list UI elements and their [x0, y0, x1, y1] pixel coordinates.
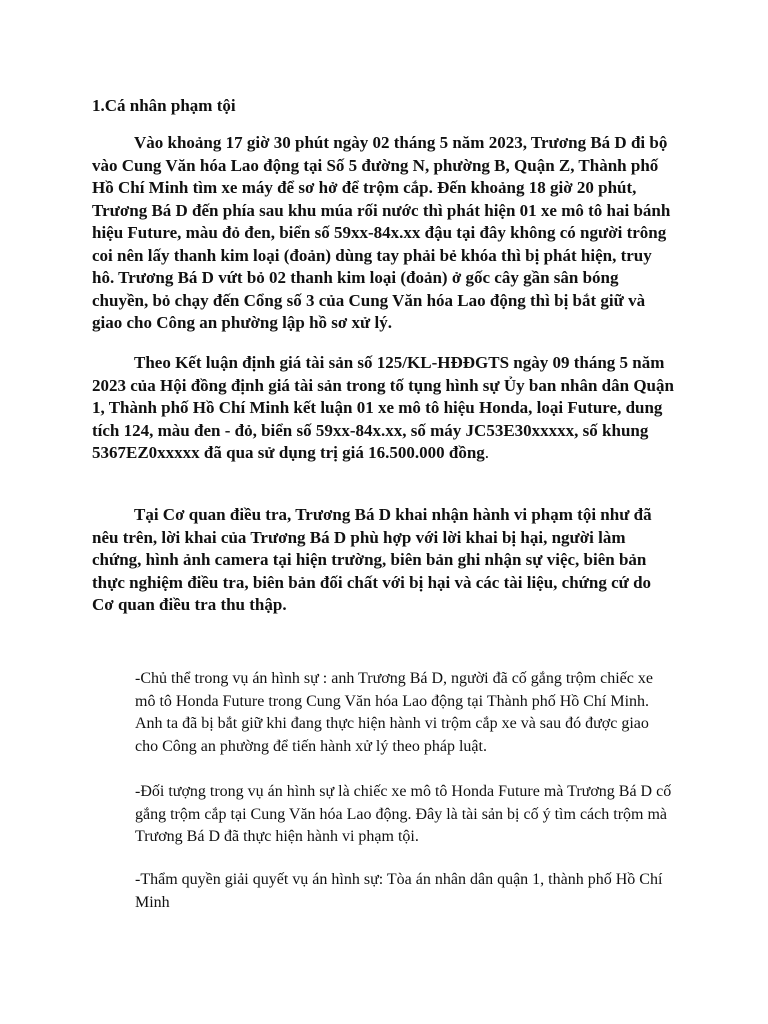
valuation-text: Theo Kết luận định giá tài sản số 125/KL-HĐĐGTS ngày 09 tháng 5 năm 2023 của Hội đồng định giá tài sản trong tố tụng hình sự Ủy ban nhân dân Quận 1, Thành phố Hồ Chí Minh kết luận 01 xe mô tô hiệu Honda, loại Future, dung tích 124, màu đen - đỏ, biển số 59xx-84x.xx, số máy JC53E30xxxxx, số khung 5367EZ0xxxxx đã qua sử dụng trị giá 16.500.000 đồng — [92, 353, 674, 462]
object-text: -Đối tượng trong vụ án hình sự là chiếc xe mô tô Honda Future mà Trương Bá D cố gắng trộm cắp tại Cung Văn hóa Lao động. Đây là tài sản bị cố ý tìm cách trộm mà Trương Bá D đã thực hiện hành vi phạm tội. — [135, 783, 672, 845]
subject-text: -Chủ thể trong vụ án hình sự : anh Trương Bá D, người đã cố gắng trộm chiếc xe mô tô Honda Future trong Cung Văn hóa Lao động tại Thành phố Hồ Chí Minh. Anh ta đã bị bắt giữ khi đang thực hiện hành vi trộm cắp xe và sau đó được giao cho Công an phường để tiến hành xử lý theo pháp luật. — [135, 670, 653, 755]
incident-text: Vào khoảng 17 giờ 30 phút ngày 02 tháng 5 năm 2023, Trương Bá D đi bộ vào Cung Văn hóa Lao động tại Số 5 đường N, phường B, Quận Z, Thành phố Hồ Chí Minh tìm xe máy để sơ hở để trộm cắp. Đến khoảng 18 giờ 20 phút, Trương Bá D đến phía sau khu múa rối nước thì phát hiện 01 xe mô tô hai bánh hiệu Future, màu đỏ đen, biển số 59xx-84x.xx đậu tại đây không có người trông coi nên lấy thanh kim loại (đoản) dùng tay phải bẻ khóa thì bị phát hiện, truy hô. Trương Bá D vứt bỏ 02 thanh kim loại (đoản) ở gốc cây gần sân bóng chuyền, bỏ chạy đến Cổng số 3 của Cung Văn hóa Lao động thì bị bắt giữ và giao cho Công an phường lập hồ sơ xử lý. — [92, 133, 671, 332]
incident-paragraph — [92, 132, 674, 335]
valuation-period: . — [484, 443, 490, 462]
jurisdiction-paragraph — [135, 869, 675, 914]
investigation-paragraph — [92, 504, 674, 617]
subject-paragraph — [135, 668, 675, 758]
object-paragraph — [135, 781, 675, 849]
jurisdiction-text: -Thẩm quyền giải quyết vụ án hình sự: Tòa án nhân dân quận 1, thành phố Hồ Chí Minh — [135, 871, 663, 911]
valuation-paragraph — [92, 352, 674, 465]
section-heading: 1.Cá nhân phạm tội — [92, 96, 236, 115]
investigation-text: Tại Cơ quan điều tra, Trương Bá D khai nhận hành vi phạm tội như đã nêu trên, lời khai của Trương Bá D phù hợp với lời khai bị hại, người làm chứng, hình ảnh camera tại hiện trường, biên bản ghi nhận sự việc, biên bản thực nghiệm điều tra, biên bản đối chất với bị hại và các tài liệu, chứng cứ do Cơ quan điều tra thu thập. — [92, 505, 652, 614]
